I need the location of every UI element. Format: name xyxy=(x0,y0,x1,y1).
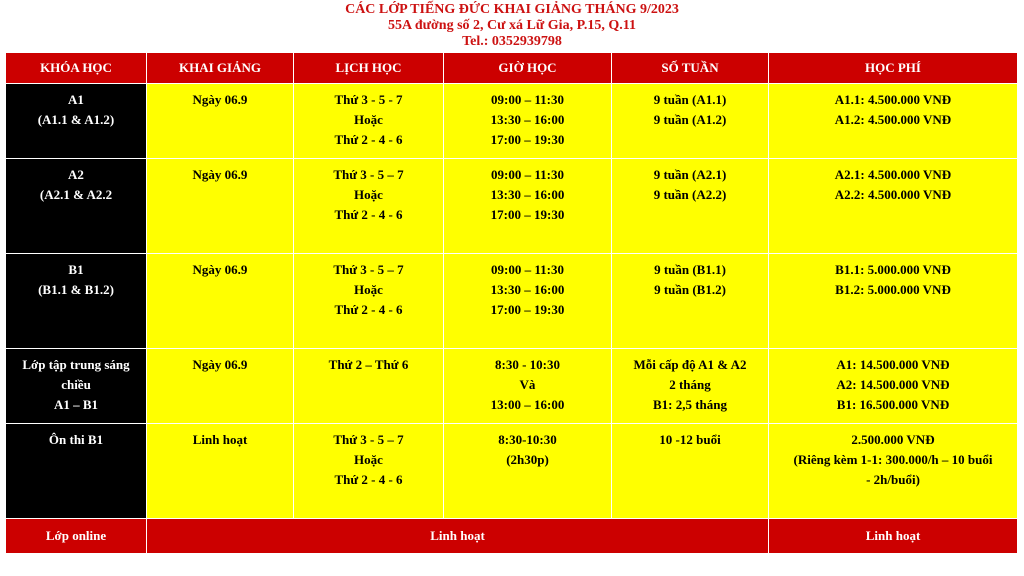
weeks-cell-line: B1: 2,5 tháng xyxy=(652,397,728,412)
time-cell xyxy=(444,349,612,424)
fee-cell-line: B1.2: 5.000.000 VNĐ xyxy=(835,282,951,297)
schedule-cell-line: Thứ 2 - 4 - 6 xyxy=(334,207,403,222)
schedule-cell-line: Thứ 2 - 4 - 6 xyxy=(334,132,403,147)
weeks-cell xyxy=(612,424,769,519)
time-cell-line: (2h30p) xyxy=(506,452,549,467)
course-cell-line: (B1.1 & B1.2) xyxy=(38,282,114,297)
schedule-cell-line: Hoặc xyxy=(354,112,383,127)
course-cell-line: Ôn thi B1 xyxy=(48,432,104,447)
table-row xyxy=(6,424,1018,519)
course-cell-line: (A1.1 & A1.2) xyxy=(37,112,115,127)
weeks-cell-line: 2 tháng xyxy=(669,377,711,392)
time-cell-line: 17:00 – 19:30 xyxy=(490,132,565,147)
fee-cell-line: B1.1: 5.000.000 VNĐ xyxy=(835,262,951,277)
start-cell-line: Ngày 06.9 xyxy=(192,167,248,182)
time-cell-line: 13:30 – 16:00 xyxy=(490,282,565,297)
course-cell-line: (A2.1 & A2.2 xyxy=(39,187,113,202)
schedule-cell-line: Thứ 2 - 4 - 6 xyxy=(334,472,403,487)
online-course-cell: Lớp online xyxy=(6,519,147,554)
weeks-cell xyxy=(612,159,769,254)
time-cell xyxy=(444,84,612,159)
weeks-cell xyxy=(612,349,769,424)
schedule-cell xyxy=(294,424,444,519)
schedule-cell-line: Hoặc xyxy=(354,187,383,202)
column-header-time: GIỜ HỌC xyxy=(444,53,612,84)
page-header xyxy=(0,0,1024,52)
time-cell xyxy=(444,424,612,519)
online-schedule-cell: Linh hoạt xyxy=(147,519,769,554)
table-row xyxy=(6,349,1018,424)
weeks-cell-line: 9 tuần (A2.1) xyxy=(653,167,727,182)
time-cell-line: 13:00 – 16:00 xyxy=(490,397,565,412)
schedule-cell-line: Hoặc xyxy=(354,282,383,297)
course-cell xyxy=(6,159,147,254)
time-cell xyxy=(444,254,612,349)
fee-cell xyxy=(769,349,1018,424)
schedule-cell xyxy=(294,349,444,424)
column-header-start: KHAI GIẢNG xyxy=(147,53,294,84)
time-cell-line: 09:00 – 11:30 xyxy=(491,167,564,182)
time-cell-line: 09:00 – 11:30 xyxy=(491,92,564,107)
fee-cell xyxy=(769,254,1018,349)
time-cell-line: 8:30 - 10:30 xyxy=(495,357,560,372)
schedule-table xyxy=(5,52,1018,554)
weeks-cell-line: 9 tuần (A1.2) xyxy=(653,112,727,127)
schedule-cell-line: Thứ 2 - 4 - 6 xyxy=(334,302,403,317)
start-cell xyxy=(147,84,294,159)
course-cell xyxy=(6,84,147,159)
fee-cell-line: 2.500.000 VNĐ xyxy=(851,432,935,447)
weeks-cell xyxy=(612,254,769,349)
fee-cell-line: B1: 16.500.000 VNĐ xyxy=(836,397,950,412)
course-cell-line: chiều xyxy=(61,377,91,392)
course-cell xyxy=(6,424,147,519)
time-cell-line: 8:30-10:30 xyxy=(498,432,557,447)
schedule-cell-line: Thứ 3 - 5 – 7 xyxy=(333,432,404,447)
course-cell-line: Lớp tập trung sáng xyxy=(22,357,130,372)
weeks-cell-line: 9 tuần (B1.2) xyxy=(654,282,726,297)
start-cell xyxy=(147,159,294,254)
start-cell-line: Linh hoạt xyxy=(192,432,248,447)
schedule-cell-line: Hoặc xyxy=(354,452,383,467)
fee-cell xyxy=(769,424,1018,519)
start-cell-line: Ngày 06.9 xyxy=(192,92,248,107)
time-cell-line: 13:30 – 16:00 xyxy=(490,112,565,127)
course-cell-line: A2 xyxy=(68,167,84,182)
address-line: 55A đường số 2, Cư xá Lữ Gia, P.15, Q.11 xyxy=(388,18,636,33)
course-cell xyxy=(6,254,147,349)
course-cell-line: A1 – B1 xyxy=(53,397,99,412)
table-header-row xyxy=(6,53,1018,84)
time-cell-line: 13:30 – 16:00 xyxy=(490,187,565,202)
time-cell-line: 17:00 – 19:30 xyxy=(490,207,565,222)
schedule-cell xyxy=(294,84,444,159)
weeks-cell-line: 9 tuần (B1.1) xyxy=(654,262,726,277)
course-cell xyxy=(6,349,147,424)
weeks-cell xyxy=(612,84,769,159)
fee-cell-line: A1.2: 4.500.000 VNĐ xyxy=(834,112,952,127)
column-header-weeks: SỐ TUẦN xyxy=(612,53,769,84)
fee-cell-line: A1.1: 4.500.000 VNĐ xyxy=(834,92,952,107)
time-cell-line: 09:00 – 11:30 xyxy=(491,262,564,277)
time-cell-line: Và xyxy=(519,377,536,392)
schedule-cell-line: Thứ 2 – Thứ 6 xyxy=(328,357,409,372)
start-cell-line: Ngày 06.9 xyxy=(192,357,248,372)
online-row xyxy=(6,519,1018,554)
schedule-cell-line: Thứ 3 - 5 - 7 xyxy=(334,92,403,107)
weeks-cell-line: 9 tuần (A1.1) xyxy=(653,92,727,107)
fee-cell-line: A2.1: 4.500.000 VNĐ xyxy=(834,167,952,182)
start-cell xyxy=(147,424,294,519)
schedule-cell xyxy=(294,159,444,254)
table-body xyxy=(6,84,1018,519)
weeks-cell-line: Mỗi cấp độ A1 & A2 xyxy=(633,357,747,372)
course-cell-line: A1 xyxy=(68,92,84,107)
table-row xyxy=(6,159,1018,254)
time-cell-line: 17:00 – 19:30 xyxy=(490,302,565,317)
column-header-schedule: LỊCH HỌC xyxy=(294,53,444,84)
fee-cell xyxy=(769,159,1018,254)
fee-cell xyxy=(769,84,1018,159)
column-header-course: KHÓA HỌC xyxy=(6,53,147,84)
weeks-cell-line: 10 -12 buổi xyxy=(659,432,721,447)
start-cell-line: Ngày 06.9 xyxy=(192,262,248,277)
column-header-fee: HỌC PHÍ xyxy=(769,53,1018,84)
online-fee-cell: Linh hoạt xyxy=(769,519,1018,554)
schedule-cell xyxy=(294,254,444,349)
time-cell xyxy=(444,159,612,254)
table-row xyxy=(6,254,1018,349)
course-cell-line: B1 xyxy=(68,262,84,277)
start-cell xyxy=(147,349,294,424)
table-row xyxy=(6,84,1018,159)
schedule-cell-line: Thứ 3 - 5 – 7 xyxy=(333,262,404,277)
page-title: CÁC LỚP TIẾNG ĐỨC KHAI GIẢNG THÁNG 9/2023 xyxy=(345,2,679,17)
fee-cell-line: (Riêng kèm 1-1: 300.000/h – 10 buổi xyxy=(793,452,993,467)
fee-cell-line: - 2h/buổi) xyxy=(866,472,920,487)
schedule-cell-line: Thứ 3 - 5 – 7 xyxy=(333,167,404,182)
start-cell xyxy=(147,254,294,349)
fee-cell-line: A2.2: 4.500.000 VNĐ xyxy=(834,187,952,202)
fee-cell-line: A2: 14.500.000 VNĐ xyxy=(836,377,950,392)
fee-cell-line: A1: 14.500.000 VNĐ xyxy=(836,357,950,372)
phone-line: Tel.: 0352939798 xyxy=(462,34,562,49)
weeks-cell-line: 9 tuần (A2.2) xyxy=(653,187,727,202)
